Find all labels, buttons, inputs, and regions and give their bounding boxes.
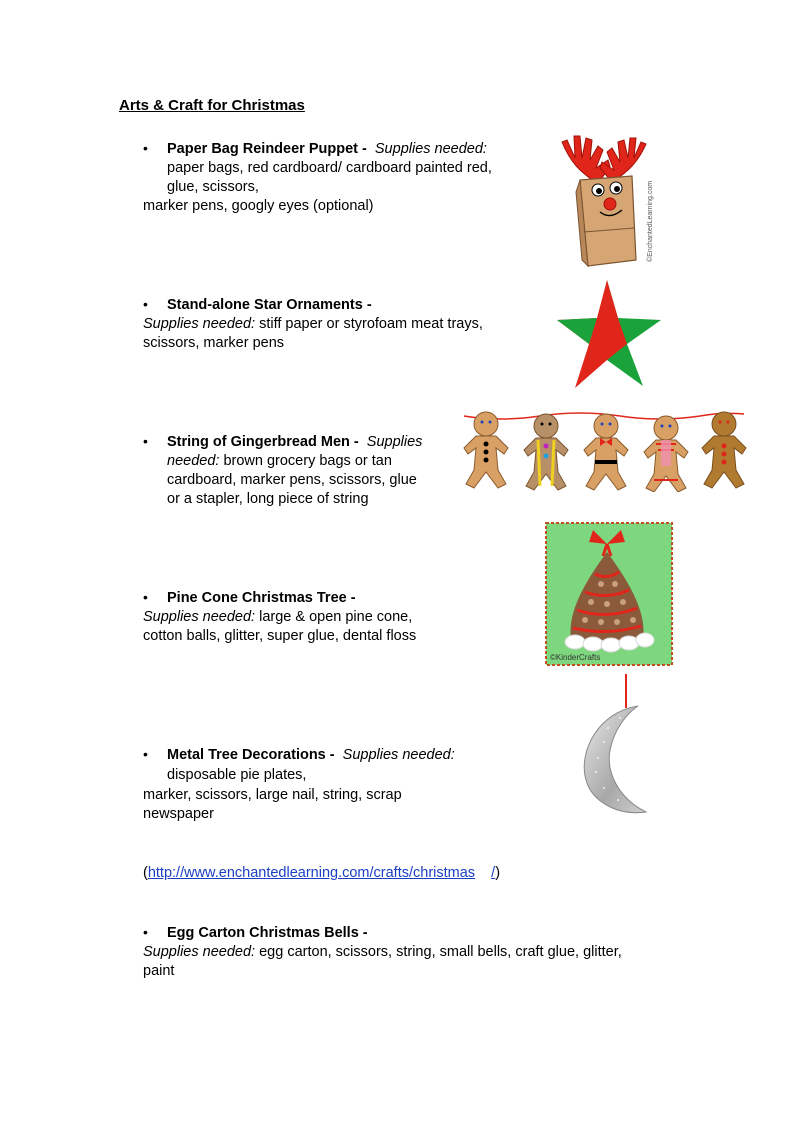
item-5-line-1: disposable pie plates, — [167, 767, 307, 783]
item-5-supplies-label: Supplies needed: — [342, 747, 455, 763]
item-3-heading — [167, 433, 422, 452]
item-6-name-text: Egg Carton Christmas Bells - — [167, 925, 368, 941]
pine-cone-tree-image — [545, 522, 673, 666]
bullet: • — [143, 924, 148, 940]
bullet: • — [143, 296, 148, 312]
item-1-line-1: paper bags, red cardboard/ cardboard painted red, — [167, 160, 492, 176]
item-2-line-1-text: stiff paper or styrofoam meat trays, — [255, 316, 483, 332]
source-link-slash[interactable]: / — [491, 865, 496, 881]
item-2-supplies-label: Supplies needed: — [143, 316, 256, 332]
item-3-line-1-text: brown grocery bags or tan — [219, 453, 392, 469]
star-ornament-image — [555, 278, 665, 390]
item-1-line-2: glue, scissors, — [167, 179, 259, 195]
item-6-supplies-label: Supplies needed: — [143, 944, 256, 960]
metal-moon-image — [578, 672, 658, 818]
item-4-name — [167, 589, 356, 608]
item-1-supplies-label: Supplies needed: — [374, 141, 487, 157]
item-3-line-1 — [167, 452, 392, 471]
bullet: • — [143, 433, 148, 449]
item-3-line-3: or a stapler, long piece of string — [167, 491, 369, 507]
item-1-line-3: marker pens, googly eyes (optional) — [143, 198, 374, 214]
item-5-line-3: newspaper — [143, 806, 214, 822]
source-link-line — [143, 864, 500, 883]
item-6-line-1 — [143, 943, 622, 962]
item-4-name-text: Pine Cone Christmas Tree - — [167, 590, 356, 606]
item-1-name: Paper Bag Reindeer Puppet - — [167, 141, 367, 157]
item-6-line-1-text: egg carton, scissors, string, small bells, craft glue, glitter, — [255, 944, 622, 960]
link-close-paren: ) — [495, 865, 501, 881]
item-3-supplies-label-2: needed: — [167, 453, 220, 469]
item-4-line-2: cotton balls, glitter, super glue, dental floss — [143, 628, 417, 644]
item-6-line-2: paint — [143, 963, 175, 979]
bullet: • — [143, 140, 148, 156]
item-5-line-2: marker, scissors, large nail, string, scrap — [143, 787, 402, 803]
item-2-line-1 — [143, 315, 483, 334]
pine-cone-watermark: ©KinderCrafts — [550, 653, 601, 662]
reindeer-puppet-image — [540, 132, 665, 272]
source-link[interactable]: http://www.enchantedlearning.com/crafts/christmas — [147, 865, 476, 881]
gingerbread-string-image — [460, 406, 752, 492]
item-2-name — [167, 296, 372, 315]
item-2-name-text: Stand-alone Star Ornaments - — [167, 297, 372, 313]
item-5-name: Metal Tree Decorations - — [167, 747, 335, 763]
item-1-heading — [167, 140, 487, 159]
item-2-line-2: scissors, marker pens — [143, 335, 285, 351]
item-6-name — [167, 924, 368, 943]
bullet: • — [143, 746, 148, 762]
bullet: • — [143, 589, 148, 605]
reindeer-watermark: ©EnchantedLearning.com — [647, 180, 654, 262]
item-3-name: String of Gingerbread Men - — [167, 434, 359, 450]
item-5-heading — [167, 746, 455, 765]
item-3-supplies-label: Supplies — [366, 434, 423, 450]
item-4-supplies-label: Supplies needed: — [143, 609, 256, 625]
item-4-line-1-text: large & open pine cone, — [255, 609, 413, 625]
page-title: Arts & Craft for Christmas — [119, 97, 305, 114]
item-4-line-1 — [143, 608, 412, 627]
link-open-paren: ( — [143, 865, 148, 881]
item-3-line-2: cardboard, marker pens, scissors, glue — [167, 472, 417, 488]
